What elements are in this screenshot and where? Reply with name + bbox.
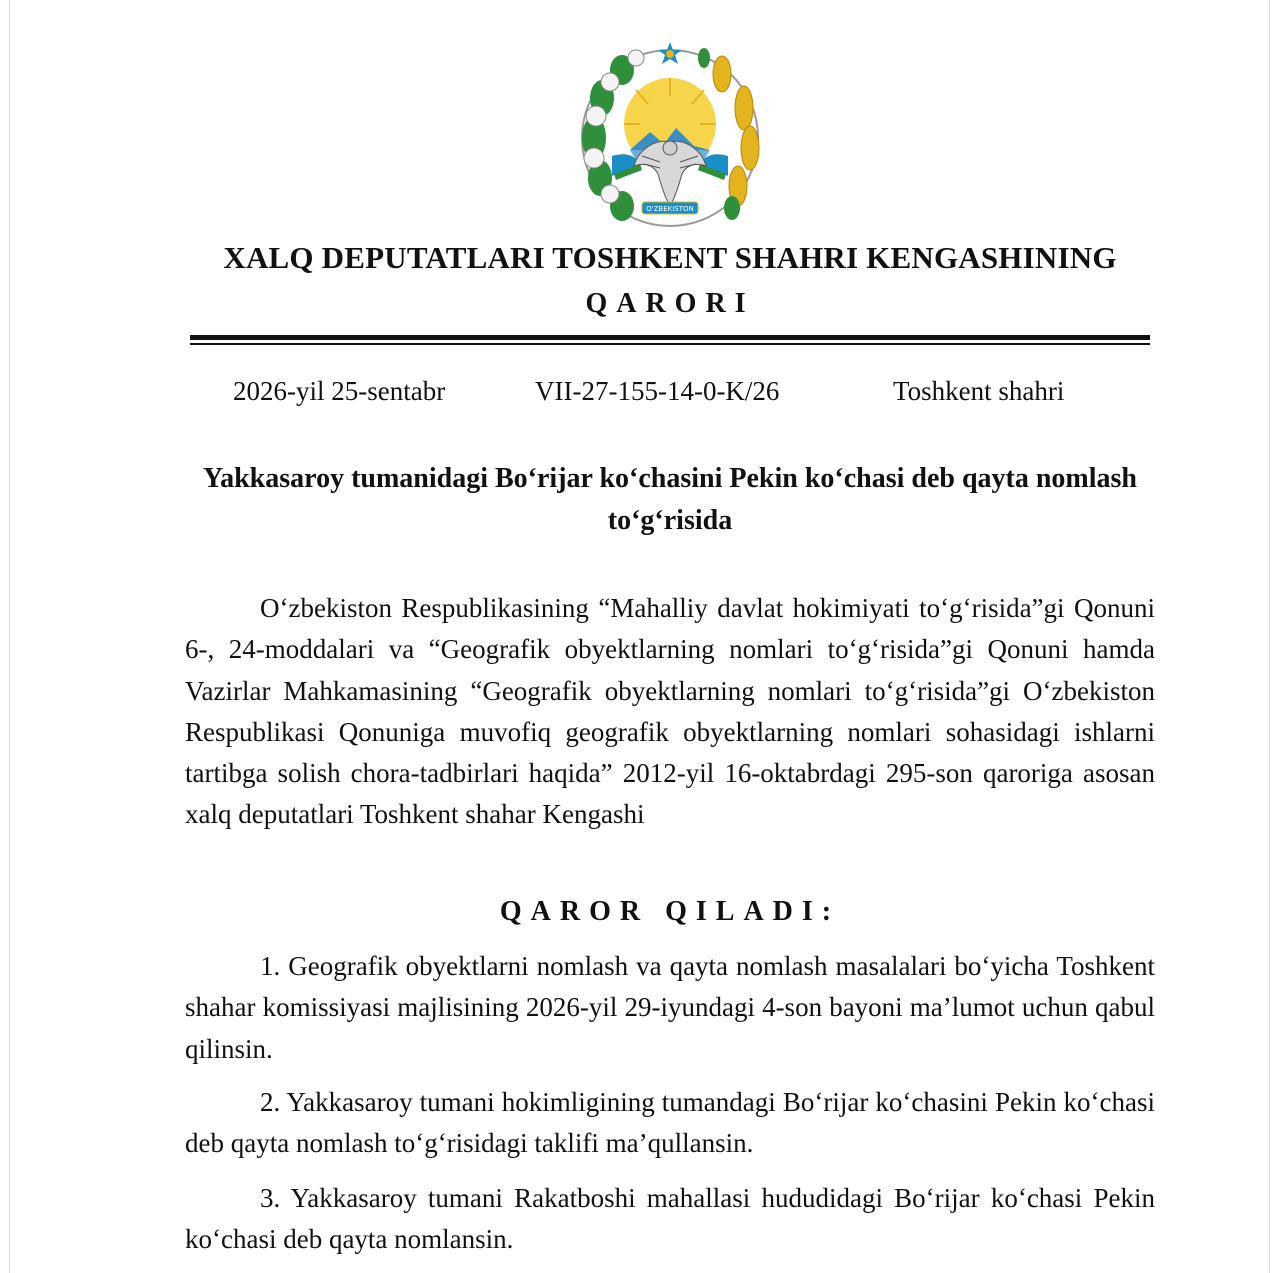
decision-date: 2026-yil 25-sentabr [233, 376, 446, 406]
page-edge-right [1269, 0, 1270, 1273]
state-emblem-icon [572, 38, 768, 228]
page-edge-left [9, 0, 10, 1273]
resolves-heading: QAROR QILADI: [499, 896, 841, 927]
decision-item: 1. Geografik obyektlarni nomlash va qayta nomlash masalalari bo‘yicha Toshkent shahar komissiyasi majlisining 2026-yil 29-iyundagi 4-son bayoni ma’lumot uchun qabul qilinsin. [185, 951, 1155, 1064]
preamble-paragraph: O‘zbekiston Respublikasining “Mahalliy davlat hokimiyati to‘g‘risida”gi Qonuni 6-, 24-moddalari va “Geografik obyektlarning nomlari to‘g‘risida”gi Qonuni hamda Vazirlar Mahkamasining “Geografik obyektlarning nomlari to‘g‘risida”gi O‘zbekiston Respublikasi Qonuniga muvofiq geografik obyektlarning nomlari sohasidagi ishlarni tartibga solish chora-tadbirlari haqida” 2012-yil 16-oktabrdagi 295-son qaroriga asosan xalq deputatlari Toshkent shahar Kengashi [185, 593, 1155, 830]
emblem-ribbon-text: O'ZBEKISTON [646, 205, 694, 213]
decision-item: 2. Yakkasaroy tumani hokimligining tumandagi Bo‘rijar ko‘chasini Pekin ko‘chasi deb qayta nomlash to‘g‘risidagi taklifi ma’qullansin. [185, 1087, 1155, 1159]
header-divider-thin [190, 343, 1150, 345]
council-title: XALQ DEPUTATLARI TOSHKENT SHAHRI KENGASHINING [223, 240, 1117, 275]
document-title: Yakkasaroy tumanidagi Bo‘rijar ko‘chasini Pekin ko‘chasi deb qayta nomlash to‘g‘risida [202, 463, 1138, 536]
decision-city: Toshkent shahri [893, 376, 1065, 406]
decision-number: VII-27-155-14-0-K/26 [535, 376, 780, 406]
decision-word: QARORI [585, 288, 755, 319]
header-divider-thick [190, 335, 1150, 340]
decision-item: 3. Yakkasaroy tumani Rakatboshi mahallasi hududidagi Bo‘rijar ko‘chasi Pekin ko‘chasi deb qayta nomlansin. [185, 1183, 1155, 1255]
